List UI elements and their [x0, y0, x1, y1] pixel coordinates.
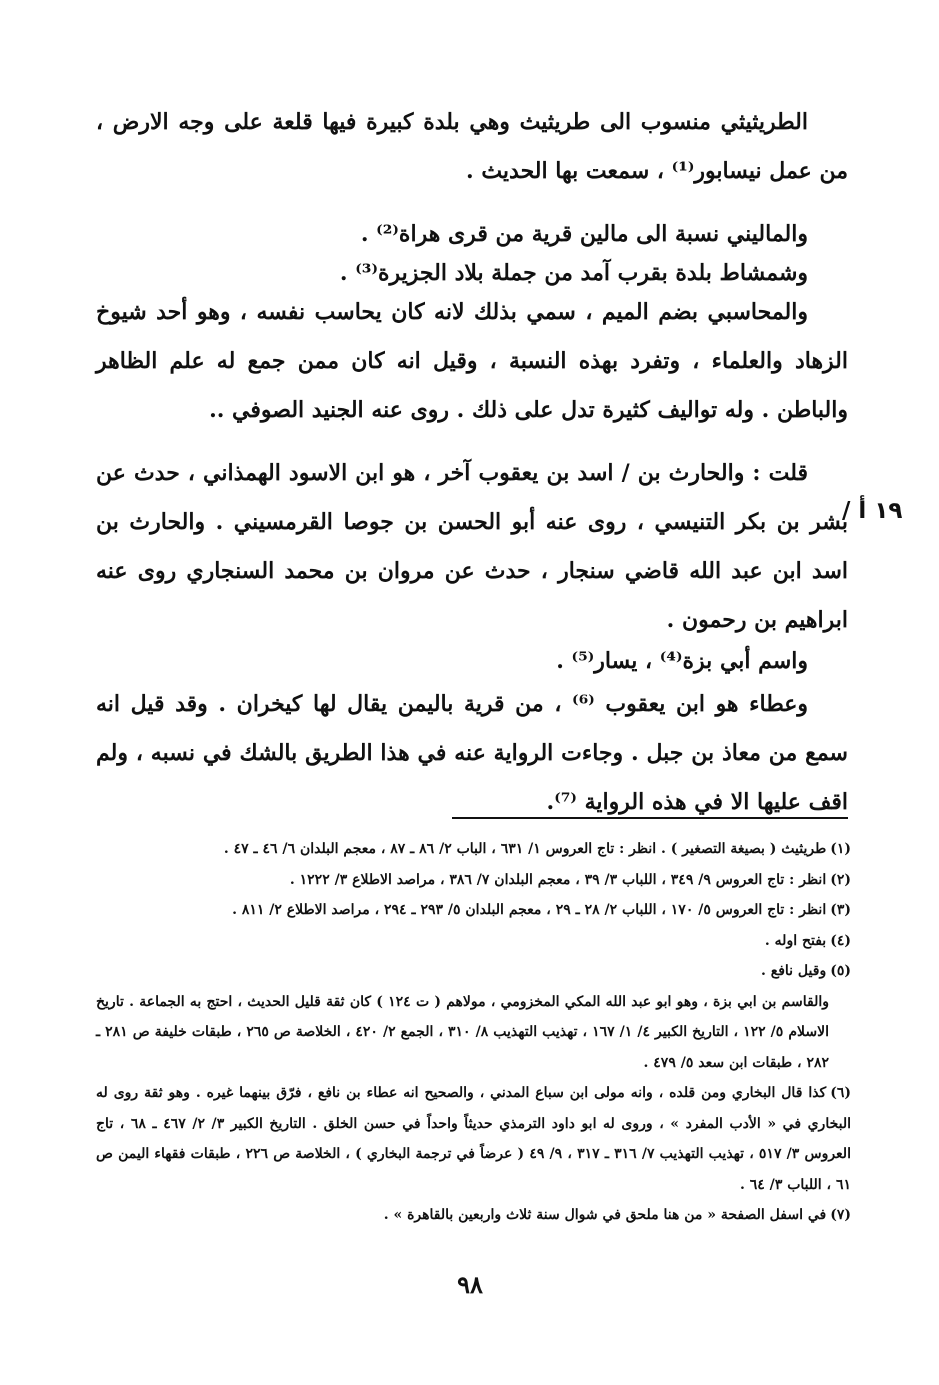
footnote-4: (٤)بفتح اوله .	[764, 932, 851, 949]
paragraph-5: قلت : والحارث بن / اسد بن يعقوب آخر ، هو ابن الاسود الهمذاني ، حدث عن بشر بن بكر التنيسي ، روى عنه أبو الحسن بن جوصا القرمسيني . والحارث بن اسد ابن عبد الله قاضي سنجار ، حدث عن مروان بن محمد السنجاري روى عنه ابراهيم بن رحمون .	[96, 460, 848, 633]
page-number: ٩٨	[457, 1270, 483, 1299]
footnote-6: (٦)كذا قال البخاري ومن قلده ، وانه مولى ابن سباع المدني ، والصحيح انه عطاء بن نافع ، فرّق بينهما غيره . وهو ثقة روى له البخاري في « الأدب المفرد » ، وروى له ابو داود الترمذي حديثاً واحداً في حسن الخلق . التاريخ الكبير ٣/ ٢/ ٤٦٧ ـ ٦٨ ، تاج العروس ٣/ ٥١٧ ، تهذيب التهذيب ٧/ ٣١٦ ـ ٣١٧ ، ٩/ ٤٩ ( عرضاً في ترجمة البخاري ) ، الخلاصة ص ٢٢٦ ، طبقات فقهاء اليمن ص ٦١ ، اللباب ٣/ ٦٤ .	[96, 1085, 852, 1193]
footnotes	[96, 834, 851, 1231]
footnote-3: (٣)انظر : تاج العروس ٥/ ١٧٠ ، اللباب ٢/ ٢٨ ـ ٢٩ ، معجم البلدان ٥/ ٢٩٣ ـ ٢٩٤ ، مراصد الاطلاع ٢/ ٨١١ .	[232, 902, 851, 918]
footnote-7: (٧)في اسفل الصفحة « من هنا ملحق في شوال سنة ثلاث واربعين بالقاهرة » .	[383, 1207, 851, 1223]
footnote-1: (١)طريثيث ( بصيغة التصغير ) . انظر : تاج العروس ١/ ٦٣١ ، الباب ٢/ ٨٦ ـ ٨٧ ، معجم البلدان ٦/ ٤٦ ـ ٤٧ .	[223, 841, 851, 857]
footnote-divider	[452, 817, 848, 819]
paragraph-3: وشمشاط بلدة بقرب آمد من جملة بلاد الجزيرة⁽³⁾ .	[339, 260, 808, 286]
footnote-5: (٥)وقيل نافع .	[761, 963, 851, 979]
paragraph-4: والمحاسبي بضم الميم ، سمي بذلك لانه كان يحاسب نفسه ، وهو أحد شيوخ الزهاد والعلماء ، وتفرد بهذه النسبة ، وقيل انه كان ممن جمع له علم الظاهر والباطن . وله تواليف كثيرة تدل على ذلك . روى عنه الجنيد الصوفي ..	[96, 299, 849, 423]
paragraph-1: الطريثيثي منسوب الى طريثيث وهي بلدة كبيرة فيها قلعة على وجه الارض ، من عمل نيسابور⁽¹⁾ ، سمعت بها الحديث .	[96, 109, 848, 184]
paragraph-6: واسم أبي بزة⁽⁴⁾ ، يسار⁽⁵⁾ .	[556, 648, 808, 674]
marginal-folio-note: / ١٩ أ	[842, 498, 903, 524]
footnote-5-continuation: والقاسم بن ابي بزة ، وهو ابو عبد الله المكي المخزومي ، مولاهم ( ت ١٢٤ ) كان ثقة قليل الحديث ، احتج به الجماعة . تاريخ الاسلام ٥/ ١٢٢ ، التاريخ الكبير ٤/ ١/ ١٦٧ ، تهذيب التهذيب ٨/ ٣١٠ ، الجمع ٢/ ٤٢٠ ، الخلاصة ص ٢٦٥ ، طبقات خليفة ص ٢٨١ ـ ٢٨٢ ، طبقات ابن سعد ٥/ ٤٧٩ .	[96, 993, 829, 1071]
paragraph-2: والماليني نسبة الى مالين قرية من قرى هراة⁽²⁾ .	[360, 221, 808, 247]
main-text	[96, 98, 848, 827]
footnote-2: (٢)انظر : تاج العروس ٩/ ٣٤٩ ، اللباب ٣/ ٣٩ ، معجم البلدان ٧/ ٣٨٦ ، مراصد الاطلاع ٣/ ١٢٢٢ .	[289, 871, 851, 888]
paragraph-7: وعطاء هو ابن يعقوب ⁽⁶⁾ ، من قرية باليمن يقال لها كيخران . وقد قيل انه سمع من معاذ بن جبل . وجاءت الرواية عنه في هذا الطريق بالشك في نسبه ، ولم اقف عليها الا في هذه الرواية ⁽⁷⁾.	[96, 691, 848, 815]
